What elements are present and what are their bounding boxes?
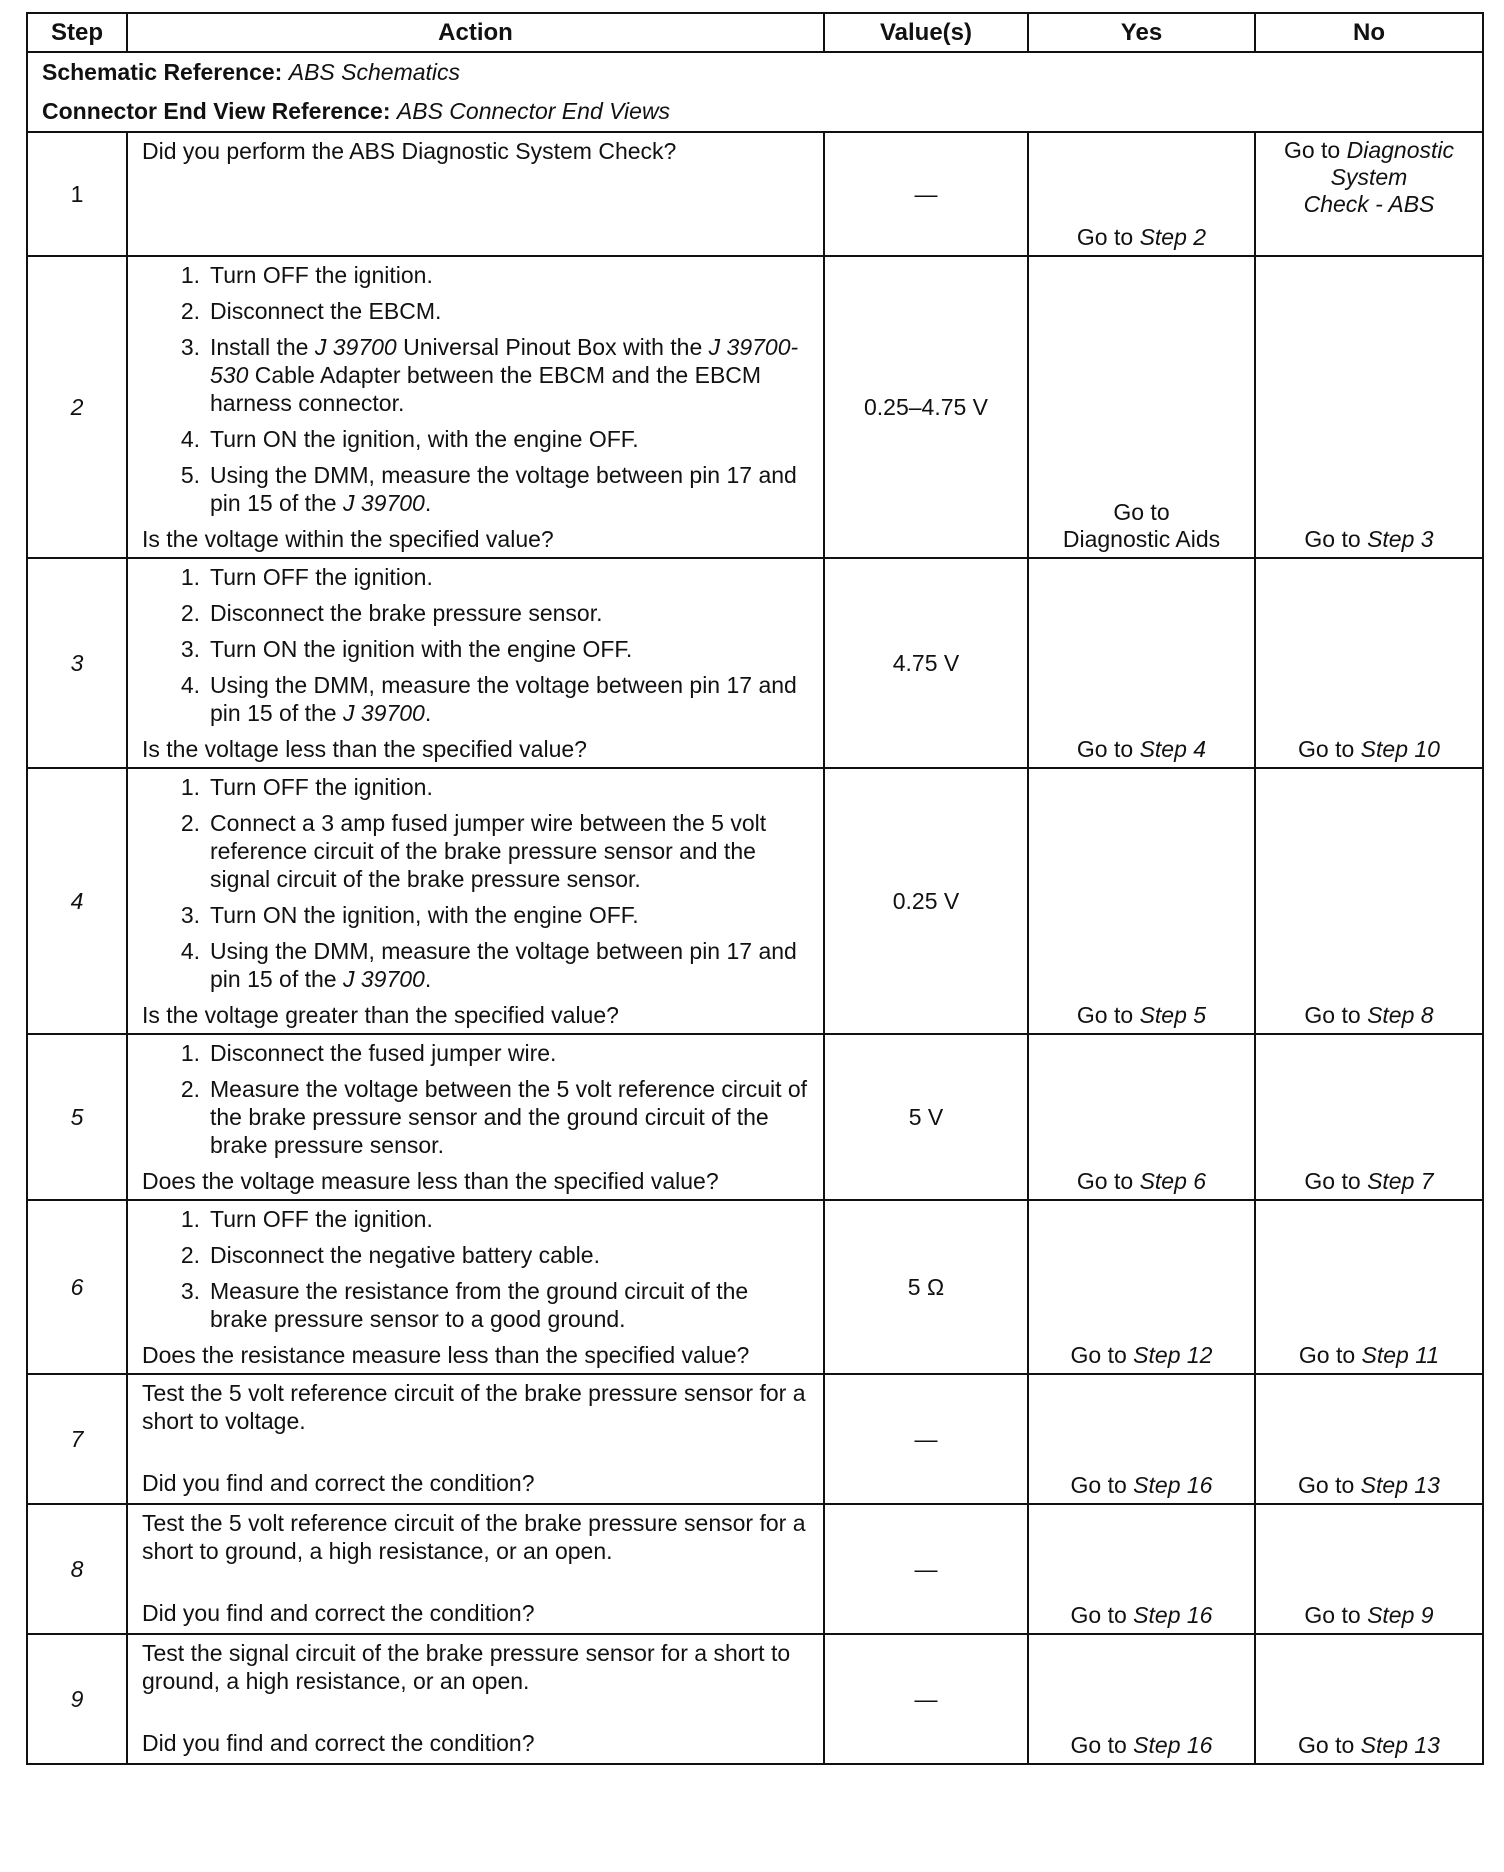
connector-reference-value: ABS Connector End Views: [396, 98, 671, 124]
step-list-text: Using the DMM, measure the voltage between pin 17 and pin 15 of the J 39700.: [210, 938, 797, 992]
step-action-content: [142, 1509, 811, 1627]
step-question: Is the voltage within the specified value?: [142, 526, 554, 552]
step-number: 2: [27, 256, 127, 558]
connector-reference: [27, 92, 1483, 132]
step-list-number: 3.: [180, 1278, 200, 1304]
step-number: 5: [27, 1034, 127, 1200]
header-action: Action: [127, 13, 824, 52]
step-action-content: [142, 1039, 811, 1195]
goto-target: Diagnostic: [1346, 137, 1455, 163]
step-list-item: [170, 635, 811, 663]
goto-step-ref: Step 7: [1367, 1168, 1434, 1194]
step-action: [127, 558, 824, 768]
step-list-item: [170, 937, 811, 993]
diagnostic-table-wrapper: [26, 12, 1482, 1765]
step-value: —: [824, 1634, 1028, 1764]
step-list-number: 1.: [180, 564, 200, 590]
goto-target: Diagnostic Aids: [1062, 526, 1221, 552]
step-question: Did you find and correct the condition?: [142, 1600, 535, 1626]
step-list-text: Disconnect the negative battery cable.: [210, 1242, 600, 1268]
step-action-top: [142, 773, 811, 1001]
step-yes: [1028, 1504, 1255, 1634]
goto-step-ref: Step 16: [1133, 1602, 1213, 1628]
diagnostic-table: [26, 12, 1484, 1765]
step-action-top: [142, 1039, 811, 1167]
goto-text: Go to: [1298, 1472, 1361, 1498]
goto-text: Go to: [1076, 1002, 1140, 1028]
step-list-text: Measure the voltage between the 5 volt reference circuit of the brake pressure sensor and the ground circuit of the brake pressure sensor.: [210, 1076, 808, 1158]
step-list-number: 2.: [180, 600, 200, 626]
step-row: [27, 768, 1483, 1034]
goto-target: System: [1330, 164, 1408, 190]
step-number: 4: [27, 768, 127, 1034]
step-number: 8: [27, 1504, 127, 1634]
step-number: 1: [27, 132, 127, 256]
goto-text: Go to: [1070, 1342, 1134, 1368]
step-list-item: [170, 333, 811, 417]
step-list-text: Turn OFF the ignition.: [210, 262, 433, 288]
goto-text: Go to: [1304, 1002, 1368, 1028]
schematic-reference-row: [27, 52, 1483, 92]
schematic-reference-label: Schematic Reference:: [42, 59, 283, 85]
step-list-number: 5.: [180, 462, 200, 488]
goto-step-ref: Step 3: [1367, 526, 1434, 552]
step-list-text: Measure the resistance from the ground circuit of the brake pressure sensor to a good ground.: [210, 1278, 749, 1332]
step-instruction: Test the 5 volt reference circuit of the brake pressure sensor for a short to voltage.: [142, 1380, 806, 1434]
step-row: [27, 256, 1483, 558]
goto-text: Go to: [1298, 1732, 1361, 1758]
step-question: Did you find and correct the condition?: [142, 1470, 535, 1496]
step-yes: [1028, 1374, 1255, 1504]
step-list-item: [170, 1205, 811, 1233]
tool-reference: J 39700: [343, 490, 425, 516]
goto-text: Go to: [1304, 526, 1368, 552]
step-question: Is the voltage less than the specified value?: [142, 736, 587, 762]
goto-text: Go to: [1304, 1168, 1368, 1194]
header-yes: Yes: [1028, 13, 1255, 52]
step-list-number: 2.: [180, 298, 200, 324]
step-list-item: [170, 1241, 811, 1269]
schematic-reference: [27, 52, 1483, 92]
goto-text: Go to: [1298, 1342, 1362, 1368]
step-list-number: 2.: [180, 810, 200, 836]
step-list-item: [170, 461, 811, 517]
goto-step-ref: Step 5: [1139, 1002, 1207, 1028]
step-no: [1255, 1634, 1483, 1764]
step-list-item: [170, 425, 811, 453]
goto-step-ref: Step 16: [1133, 1732, 1213, 1758]
step-action-top: [142, 261, 811, 525]
step-list: [142, 773, 811, 993]
step-row: [27, 1200, 1483, 1374]
step-yes: [1028, 132, 1255, 256]
goto-step-ref: Step 13: [1360, 1472, 1440, 1498]
step-list-item: [170, 671, 811, 727]
step-instruction: Did you perform the ABS Diagnostic System Check?: [142, 138, 677, 164]
goto-step-ref: Step 8: [1367, 1002, 1434, 1028]
step-number: 9: [27, 1634, 127, 1764]
step-action: [127, 1374, 824, 1504]
step-list-number: 1.: [180, 1206, 200, 1232]
step-action: [127, 1034, 824, 1200]
goto-text: Go to: [1070, 1472, 1134, 1498]
step-list-number: 2.: [180, 1242, 200, 1268]
step-action-top: [142, 1639, 811, 1695]
goto-step-ref: Step 11: [1361, 1342, 1440, 1368]
step-number: 7: [27, 1374, 127, 1504]
tool-reference: J 39700-530: [210, 334, 799, 388]
step-rows: [27, 132, 1483, 1764]
step-list-text: Disconnect the brake pressure sensor.: [210, 600, 603, 626]
step-action: [127, 132, 824, 256]
step-list-number: 3.: [180, 334, 200, 360]
step-value: 4.75 V: [824, 558, 1028, 768]
step-number: 3: [27, 558, 127, 768]
goto-step-ref: Step 6: [1139, 1168, 1207, 1194]
step-list-number: 1.: [180, 262, 200, 288]
step-value: —: [824, 1504, 1028, 1634]
step-list-item: [170, 261, 811, 289]
step-row: [27, 1034, 1483, 1200]
step-list-number: 1.: [180, 1040, 200, 1066]
step-list-number: 3.: [180, 636, 200, 662]
goto-text: Go to: [1076, 1168, 1140, 1194]
step-yes: [1028, 558, 1255, 768]
step-no: [1255, 558, 1483, 768]
step-action-content: [142, 1205, 811, 1369]
step-action-top: [142, 1205, 811, 1341]
goto-text: Go to: [1283, 137, 1347, 163]
goto-text: Go to: [1113, 499, 1170, 525]
step-list-item: [170, 297, 811, 325]
step-question: Does the resistance measure less than the specified value?: [142, 1342, 750, 1368]
step-action: [127, 1634, 824, 1764]
step-no: [1255, 1200, 1483, 1374]
step-number: 6: [27, 1200, 127, 1374]
goto-line: [1256, 137, 1482, 164]
step-list: [142, 563, 811, 727]
step-action-content: [142, 563, 811, 763]
step-list-number: 3.: [180, 902, 200, 928]
step-list-text: Turn OFF the ignition.: [210, 564, 433, 590]
step-list-number: 4.: [180, 672, 200, 698]
goto-step-ref: Step 2: [1139, 224, 1207, 250]
step-row: [27, 558, 1483, 768]
step-yes: [1028, 1634, 1255, 1764]
step-list-item: [170, 1277, 811, 1333]
step-action-top: [142, 1379, 811, 1435]
goto-text: Go to: [1304, 1602, 1368, 1628]
step-instruction: Test the signal circuit of the brake pressure sensor for a short to ground, a high resistance, or an open.: [142, 1640, 791, 1694]
connector-reference-label: Connector End View Reference:: [42, 98, 391, 124]
step-list-text: Connect a 3 amp fused jumper wire between the 5 volt reference circuit of the brake pressure sensor and the signal circuit of the brake pressure sensor.: [210, 810, 767, 892]
step-no: [1255, 132, 1483, 256]
step-list: [142, 1039, 811, 1159]
tool-reference: J 39700: [343, 966, 425, 992]
goto-text: Go to: [1070, 1602, 1134, 1628]
goto-target: Check - ABS: [1303, 191, 1435, 217]
step-row: [27, 1374, 1483, 1504]
step-action: [127, 768, 824, 1034]
goto-text: Go to: [1298, 736, 1361, 762]
step-question: Is the voltage greater than the specified value?: [142, 1002, 619, 1028]
tool-reference: J 39700: [343, 700, 425, 726]
step-list-text: Disconnect the EBCM.: [210, 298, 442, 324]
step-list-item: [170, 809, 811, 893]
step-list-number: 4.: [180, 426, 200, 452]
step-list-item: [170, 1039, 811, 1067]
step-value: —: [824, 1374, 1028, 1504]
step-value: —: [824, 132, 1028, 256]
goto-text: Go to: [1076, 224, 1140, 250]
step-question: Did you find and correct the condition?: [142, 1730, 535, 1756]
step-list-text: Turn OFF the ignition.: [210, 774, 433, 800]
step-value: 0.25 V: [824, 768, 1028, 1034]
step-list-text: Turn ON the ignition with the engine OFF.: [210, 636, 633, 662]
goto-step-ref: Step 9: [1367, 1602, 1434, 1628]
step-value: 0.25–4.75 V: [824, 256, 1028, 558]
step-action-top: [142, 1509, 811, 1565]
step-action-content: [142, 137, 811, 249]
step-row: [27, 1504, 1483, 1634]
step-list-text: Using the DMM, measure the voltage between pin 17 and pin 15 of the J 39700.: [210, 462, 797, 516]
step-no: [1255, 256, 1483, 558]
step-action-top: [142, 563, 811, 735]
step-list-item: [170, 901, 811, 929]
step-row: [27, 132, 1483, 256]
step-action-content: [142, 773, 811, 1029]
header-step: Step: [27, 13, 127, 52]
step-action-top: [142, 137, 811, 165]
step-yes: [1028, 1034, 1255, 1200]
step-no: [1255, 768, 1483, 1034]
step-no: [1255, 1374, 1483, 1504]
step-yes: [1028, 768, 1255, 1034]
step-action: [127, 256, 824, 558]
step-list: [142, 1205, 811, 1333]
goto-text: Go to: [1070, 1732, 1134, 1758]
step-list-text: Turn ON the ignition, with the engine OFF.: [210, 902, 639, 928]
step-yes: [1028, 1200, 1255, 1374]
step-list-number: 2.: [180, 1076, 200, 1102]
step-value: 5 V: [824, 1034, 1028, 1200]
step-action-content: [142, 1379, 811, 1497]
step-question: Does the voltage measure less than the specified value?: [142, 1168, 719, 1194]
header-no: No: [1255, 13, 1483, 52]
goto-text: Go to: [1076, 736, 1140, 762]
goto-step-ref: Step 16: [1133, 1472, 1213, 1498]
step-list: [142, 261, 811, 517]
step-yes: [1028, 256, 1255, 558]
step-list-item: [170, 563, 811, 591]
step-action: [127, 1504, 824, 1634]
goto-step-ref: Step 12: [1133, 1342, 1213, 1368]
step-value: 5 Ω: [824, 1200, 1028, 1374]
step-instruction: Test the 5 volt reference circuit of the brake pressure sensor for a short to ground, a high resistance, or an open.: [142, 1510, 806, 1564]
header-values: Value(s): [824, 13, 1028, 52]
step-action-content: [142, 261, 811, 553]
step-list-number: 1.: [180, 774, 200, 800]
step-action-content: [142, 1639, 811, 1757]
step-list-text: Disconnect the fused jumper wire.: [210, 1040, 557, 1066]
step-list-text: Turn ON the ignition, with the engine OFF.: [210, 426, 639, 452]
goto-step-ref: Step 10: [1360, 736, 1440, 762]
goto-step-ref: Step 13: [1360, 1732, 1440, 1758]
step-list-item: [170, 1075, 811, 1159]
goto-step-ref: Step 4: [1139, 736, 1207, 762]
step-list-text: Using the DMM, measure the voltage between pin 17 and pin 15 of the J 39700.: [210, 672, 797, 726]
step-list-text: Install the J 39700 Universal Pinout Box with the J 39700-530 Cable Adapter between the EBCM and the EBCM harness connector.: [210, 334, 799, 416]
step-action: [127, 1200, 824, 1374]
schematic-reference-value: ABS Schematics: [288, 59, 461, 85]
step-list-item: [170, 599, 811, 627]
header-row: [27, 13, 1483, 52]
step-no: [1255, 1504, 1483, 1634]
step-list-text: Turn OFF the ignition.: [210, 1206, 433, 1232]
step-row: [27, 1634, 1483, 1764]
step-no: [1255, 1034, 1483, 1200]
connector-reference-row: [27, 92, 1483, 132]
tool-reference: J 39700: [314, 334, 397, 360]
step-list-number: 4.: [180, 938, 200, 964]
step-list-item: [170, 773, 811, 801]
